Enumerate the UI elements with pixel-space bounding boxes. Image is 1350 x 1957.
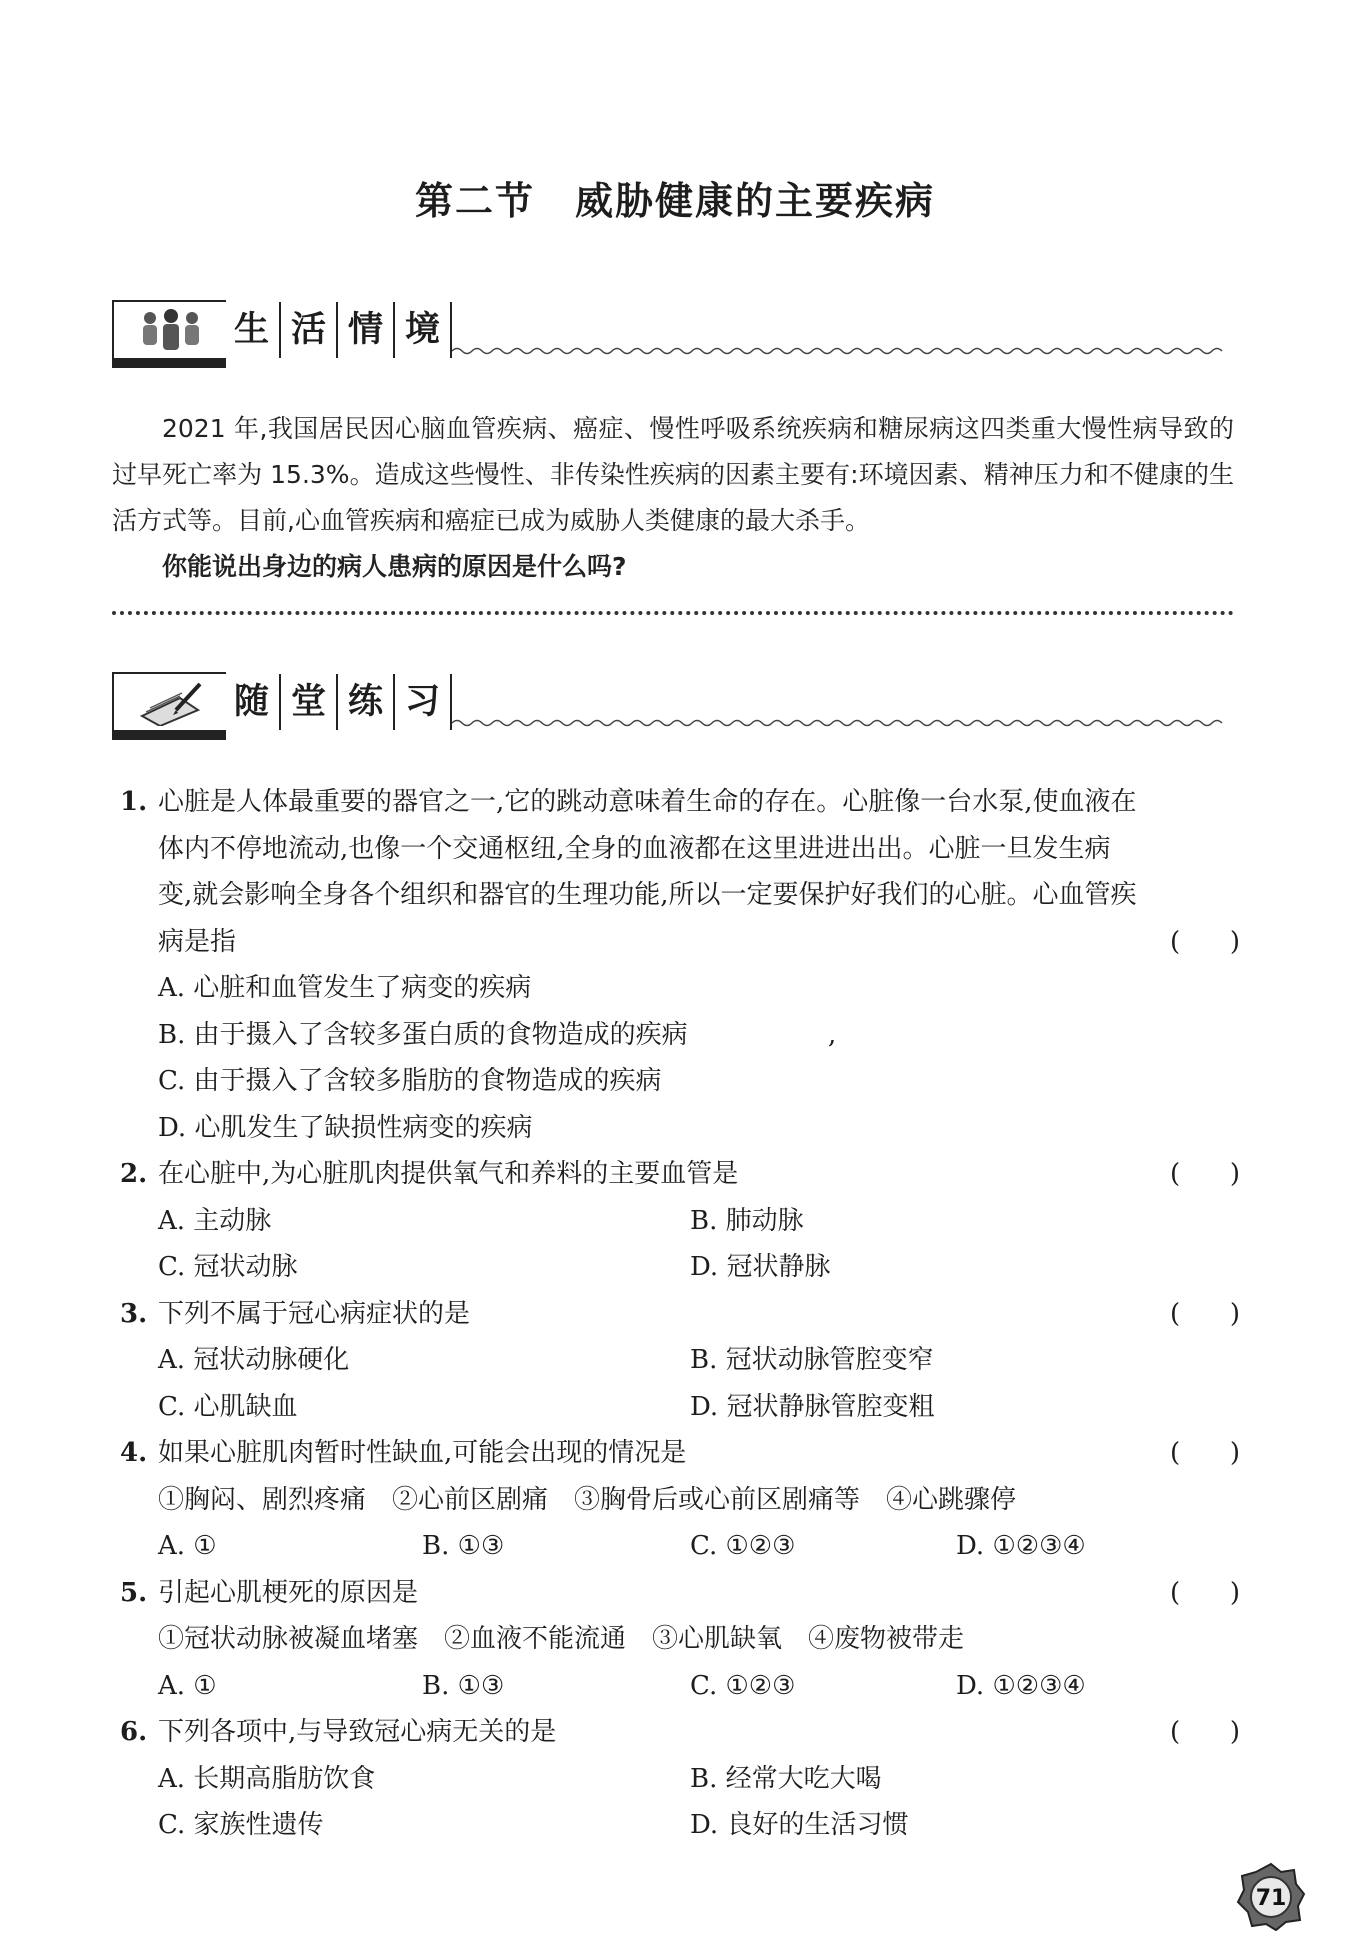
option-a: A. 主动脉 [158,1205,272,1236]
option-b: B. ①③ [422,1670,505,1701]
context-paragraph: 2021 年,我国居民因心脑血管疾病、癌症、慢性呼吸系统疾病和糖尿病这四类重大慢性病导致的过早死亡率为 15.3%。造成这些慢性、非传染性疾病的因素主要有:环境因素、精神压力和不健康的生活方式等。目前,心血管疾病和癌症已成为威胁人类健康的最大杀手。 [112,414,1234,535]
option-c: C. ①②③ [690,1670,796,1701]
question-4: 4. 如果心脏肌肉暂时性缺血,可能会出现的情况是 ( ) [120,1438,1240,1468]
option-d: D. 冠状静脉管腔变粗 [690,1391,935,1422]
stray-mark: , [828,1019,837,1050]
section-icon-box [112,300,226,360]
question-3: 3. 下列不属于冠心病症状的是 ( ) [120,1298,1240,1329]
option-c: C. 由于摄入了含较多脂肪的食物造成的疾病 [158,1066,662,1096]
page-number: 71 [1255,1886,1287,1911]
option-d: D. 心肌发生了缺损性病变的疾病 [158,1112,533,1143]
life-context-text [112,406,1234,590]
wavy-divider [452,344,1234,358]
people-group-icon [136,308,206,354]
option-d: D. ①②③④ [956,1670,1086,1701]
option-c: C. ①②③ [690,1531,796,1561]
octagon-badge-icon [1236,1862,1306,1932]
option-b: B. 肺动脉 [690,1205,804,1236]
page-title [0,170,1350,225]
wavy-divider [452,716,1234,730]
option-d: D. 冠状静脉 [690,1252,831,1282]
option-b: B. 经常大吃大喝 [690,1763,882,1794]
option-a: A. 长期高脂肪饮食 [158,1763,376,1794]
section-label: 生 活 情 境 [224,302,452,358]
statement-items: ①冠状动脉被凝血堵塞 ②血液不能流通 ③心肌缺氧 ④废物被带走 [158,1624,965,1654]
title-section-number: 第二节 [414,178,535,223]
option-d: D. ①②③④ [956,1531,1086,1561]
option-c: C. 冠状动脉 [158,1252,298,1282]
question-6: 6. 下列各项中,与导致冠心病无关的是 ( ) [120,1717,1240,1747]
question-5: 5. 引起心肌梗死的原因是 ( ) [120,1577,1240,1608]
title-text: 威胁健康的主要疾病 [575,178,936,223]
option-a: A. 冠状动脉硬化 [158,1345,350,1375]
option-c: C. 心肌缺血 [158,1391,298,1422]
context-question: 你能说出身边的病人患病的原因是什么吗? [162,552,627,581]
option-b: B. ①③ [422,1531,505,1561]
option-a: A. 心脏和血管发生了病变的疾病 [158,973,532,1003]
option-a: A. ① [158,1531,217,1561]
dotted-divider [112,611,1234,615]
option-a: A. ① [158,1670,217,1701]
question-2: 2. 在心脏中,为心脏肌肉提供氧气和养料的主要血管是 ( ) [120,1159,1240,1189]
statement-items: ①胸闷、剧烈疼痛 ②心前区剧痛 ③胸骨后或心前区剧痛等 ④心跳骤停 [158,1484,1017,1515]
option-c: C. 家族性遗传 [158,1810,324,1840]
section-header-practice [112,672,1234,740]
option-b: B. 冠状动脉管腔变窄 [690,1345,934,1375]
question-list: 1. 心脏是人体最重要的器官之一,它的跳动意味着生命的存在。心脏像一台水泵,使血液在 体内不停地流动,也像一个交通枢纽,全身的血液都在这里进进出出。心脏一旦发生病 变,就会影响全身各个组织和器官的生理功能,所以一定要保护好我们的心脏。心血管疾 病是指 ( ) A. 心脏和血管发生了病变的疾病 B. 由于摄入了含较多蛋白质的食物造成的疾病 , C. 由于摄入了含较多脂肪的食物造成的疾病 D. 心肌发生了缺损性病变的疾病 2. 在心脏中,为心脏肌肉提供氧气和养料的主要血管是 ( ) A. 主动脉 B. 肺动脉 C. 冠状动脉 D. 冠状静脉 3. 下列不属于冠心病症状的是 ( ) A. 冠状动脉硬化 B. 冠状动脉管腔变窄 C. 心肌缺血 D. 冠状静脉管腔变粗 4. 如果心脏肌肉暂时性缺血,可能会出现的情况是 ( ) ①胸闷、剧烈疼痛 ②心前区剧痛 ③胸骨后或心前区剧痛等 ④心跳骤停 A. ① B. ①③ C. ①②③ D. ①②③④ 5. 引起心肌梗死的原因是 ( ) ①冠状动脉被凝血堵塞 ②血液不能流通 ③心肌缺氧 ④废物被带走 A. ① B. ①③ C. ①②③ D. ①②③④ 6. 下列各项中,与导致冠心病无关的是 ( ) A. 长期高脂肪饮食 B. 经常大吃大喝 C. 家族性遗传 D. 良好的生活习惯 [120,779,1240,1849]
section-label: 随 堂 练 习 [224,674,452,730]
question-1: 1. 心脏是人体最重要的器官之一,它的跳动意味着生命的存在。心脏像一台水泵,使血液在 [120,787,1137,817]
option-d: D. 良好的生活习惯 [690,1810,909,1840]
notebook-pen-icon [136,680,206,726]
section-icon-box [112,672,226,732]
section-header-life-context [112,300,1234,368]
option-b: B. 由于摄入了含较多蛋白质的食物造成的疾病 [158,1019,688,1050]
